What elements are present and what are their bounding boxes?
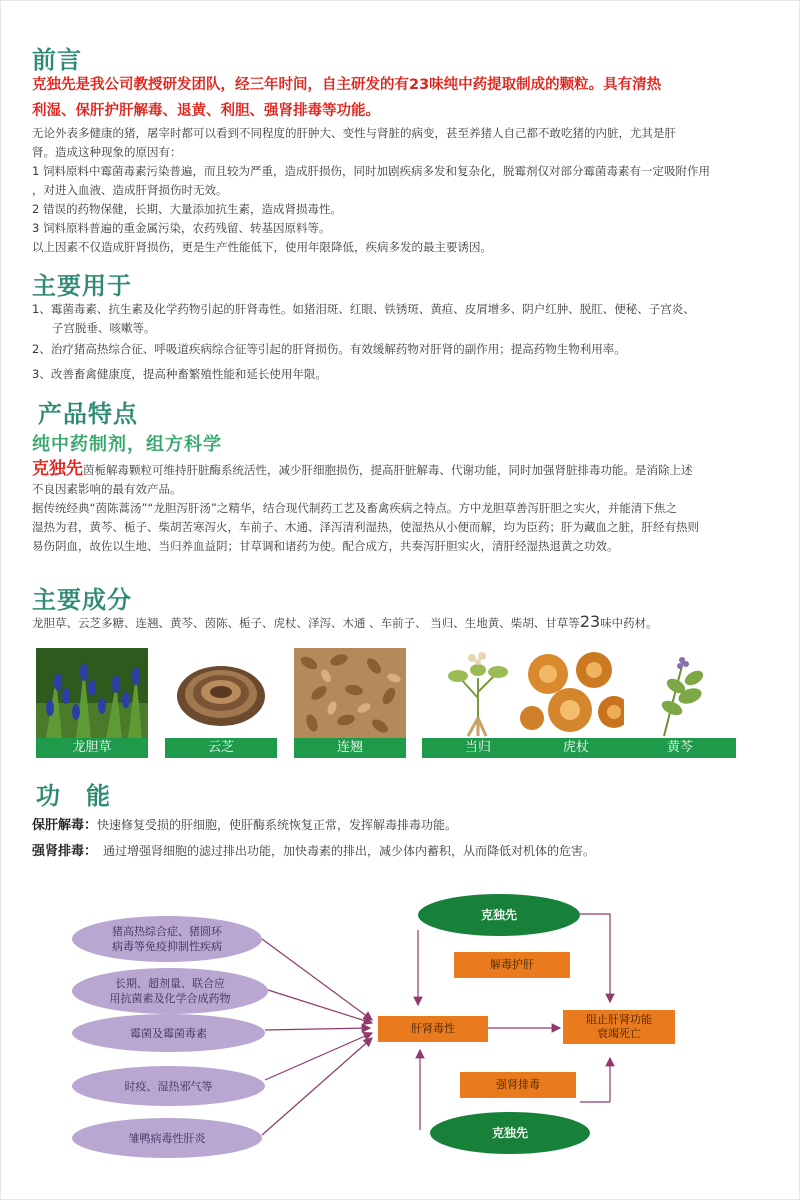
herb-longdancao-label: 龙胆草 (36, 738, 148, 758)
mechanism-diagram (0, 880, 800, 1180)
herb-huzhang (520, 648, 632, 758)
cause-drugs-line1: 长期、超剂量、联合应 (115, 977, 225, 990)
preface-item1-line2: ，对进入血液、造成肝肾损伤时无效。 (32, 183, 228, 197)
cause-oval-duck-hepatitis (72, 1118, 262, 1158)
function-liver-label: 保肝解毒： (32, 818, 98, 833)
herb-danggui-label: 当归 (422, 738, 534, 758)
usage-item1-line1: 1、霉菌毒素、抗生素及化学药物引起的肝肾毒性。如猪泪斑、红眼、铁锈斑、黄疸、皮屑增多、阴户红肿、脱肛、便秘、子宫炎、 (32, 302, 695, 316)
ingredients-list: 龙胆草、云芝多糖、连翘、黄芩、茵陈、栀子、虎杖、泽泻、木通 、车前子、 当归、生地黄、柴胡、甘草等 (32, 616, 580, 630)
preface-body (32, 124, 767, 257)
ingredients-suffix: 味中药材。 (600, 616, 658, 630)
herb-yunzhi-label: 云芝 (165, 738, 277, 758)
features-p2-line1: 据传统经典“茵陈蒿汤”“龙胆泻肝汤”之精华，结合现代制药工艺及畜禽疾病之特点。方中龙胆草善泻肝胆之实火，并能清下焦之 (32, 501, 677, 515)
functions-title: 功 能 (36, 782, 111, 810)
features-p1-rest: 茵栀解毒颗粒可维持肝脏酶系统活性，减少肝细胞损伤，提高肝脏解毒、代谢功能，同时加强肾脏排毒功能。是消除上述 (83, 463, 693, 477)
preface-conclusion: 以上因素不仅造成肝肾损伤，更是生产性能低下，使用年限降低，疾病多发的最主要诱因。 (32, 240, 492, 254)
features-p1-line1 (32, 460, 767, 480)
herb-danggui-image (422, 648, 534, 738)
features-title: 产品特点 (38, 400, 138, 428)
herb-huangqin-label: 黄芩 (624, 738, 736, 758)
function-kidney (32, 840, 595, 863)
features-p2-line2: 湿热为君，黄芩、栀子、柴胡苦寒泻火，车前子、木通、泽泻清利湿热，使湿热从小便而解，均为臣药；肝为藏血之脏，肝经有热则 (32, 520, 699, 534)
cause-epidemic-label: 时疫、湿热邪气等 (124, 1079, 213, 1093)
usage-item1-line2: 子宫脱垂、咳嗽等。 (52, 321, 156, 335)
features-subtitle: 纯中药制剂，组方科学 (32, 434, 222, 455)
herb-huzhang-label: 虎杖 (520, 738, 632, 758)
herb-yunzhi (165, 648, 277, 758)
herb-huzhang-image (520, 648, 632, 738)
function-kidney-text: 通过增强肾细胞的滤过排出功能，加快毒素的排出，减少体内蓄积，从而降低对机体的危害。 (103, 844, 596, 858)
herb-huangqin-image (624, 648, 736, 738)
function-liver (32, 814, 457, 837)
cause-drugs-line2: 用抗菌素及化学合成药物 (109, 992, 231, 1005)
cause-disease-line2: 病毒等免疫抑制性疾病 (112, 940, 222, 953)
usage-title: 主要用于 (32, 272, 132, 300)
herb-longdancao-image (36, 648, 148, 738)
outcome-line1: 阻止肝肾功能 (586, 1013, 652, 1026)
cause-oval-disease (72, 916, 262, 962)
cause-oval-drugs (72, 968, 268, 1014)
herb-lianqiao (294, 648, 406, 758)
cause-disease-line1: 猪高热综合症、猪圆环 (112, 925, 222, 938)
brand-name: 克独先 (32, 459, 83, 479)
preface-lead (32, 72, 767, 124)
function-kidney-label: 强肾排毒： (32, 844, 98, 859)
herb-yunzhi-image (165, 648, 277, 738)
ingredients-count: 23 (579, 612, 601, 631)
preface-item2: 2 错误的药物保健，长期、大量添加抗生素，造成肾损毒性。 (32, 202, 342, 216)
outcome-box (563, 1010, 675, 1044)
herb-huangqin (624, 648, 736, 758)
preface-p1-line1: 无论外表多健康的猪，屠宰时都可以看到不同程度的肝肿大、变性与肾脏的病变，甚至养猪人自己都不敢吃猪的内脏，尤其是肝 (32, 126, 676, 140)
herb-danggui (422, 648, 534, 758)
preface-item3: 3 饲料原料普遍的重金属污染，农药残留、转基因原料等。 (32, 221, 331, 235)
preface-p1-line2: 肾。造成这种现象的原因有： (32, 145, 182, 159)
product-oval-bottom: 克独先 (430, 1112, 590, 1154)
usage-body (32, 300, 767, 384)
cause-oval-mycotoxin (72, 1014, 265, 1052)
herb-lianqiao-label: 连翘 (294, 738, 406, 758)
cause-oval-epidemic (72, 1066, 265, 1106)
cause-mycotoxin-label: 霉菌及霉菌毒素 (130, 1026, 207, 1040)
ingredients-title: 主要成分 (32, 586, 132, 614)
detox-box: 解毒护肝 (454, 952, 570, 978)
ingredients-text (32, 612, 767, 633)
features-p2-line3: 易伤阴血，故佐以生地、当归养血益阴；甘草调和诸药为使。配合成方，共奏泻肝胆实火，清肝经湿热退黄之功效。 (32, 539, 619, 553)
herb-longdancao (36, 648, 148, 758)
preface-title: 前言 (32, 46, 82, 74)
features-p1-line2: 不良因素影响的最有效产品。 (32, 482, 182, 496)
kidney-detox-box: 强肾排毒 (460, 1072, 576, 1098)
outcome-line2: 衰竭死亡 (597, 1027, 641, 1040)
preface-lead-line1: 克独先是我公司教授研发团队，经三年时间，自主研发的有23味纯中药提取制成的颗粒。具有清热 (32, 77, 662, 93)
product-oval-top: 克独先 (418, 894, 580, 936)
herb-gallery (36, 648, 736, 760)
usage-item3: 3、改善畜禽健康度，提高种畜繁殖性能和延长使用年限。 (32, 367, 327, 381)
preface-item1-line1: 1 饲料原料中霉菌毒素污染普遍，而且较为严重，造成肝损伤，同时加剧疾病多发和复杂化，脱霉剂仅对部分霉菌毒素有一定吸附作用 (32, 164, 710, 178)
usage-item2: 2、治疗猪高热综合征、呼吸道疾病综合征等引起的肝肾损伤。有效缓解药物对肝肾的副作用；提高药物生物利用率。 (32, 342, 626, 356)
cause-duck-hepatitis-label: 雏鸭病毒性肝炎 (128, 1131, 206, 1145)
function-liver-text: 快速修复受损的肝细胞，使肝酶系统恢复正常，发挥解毒排毒功能。 (97, 818, 458, 832)
preface-lead-line2: 利湿、保肝护肝解毒、退黄、利胆、强肾排毒等功能。 (32, 103, 380, 119)
features-body (32, 460, 767, 556)
herb-lianqiao-image (294, 648, 406, 738)
toxicity-box: 肝肾毒性 (378, 1016, 488, 1042)
